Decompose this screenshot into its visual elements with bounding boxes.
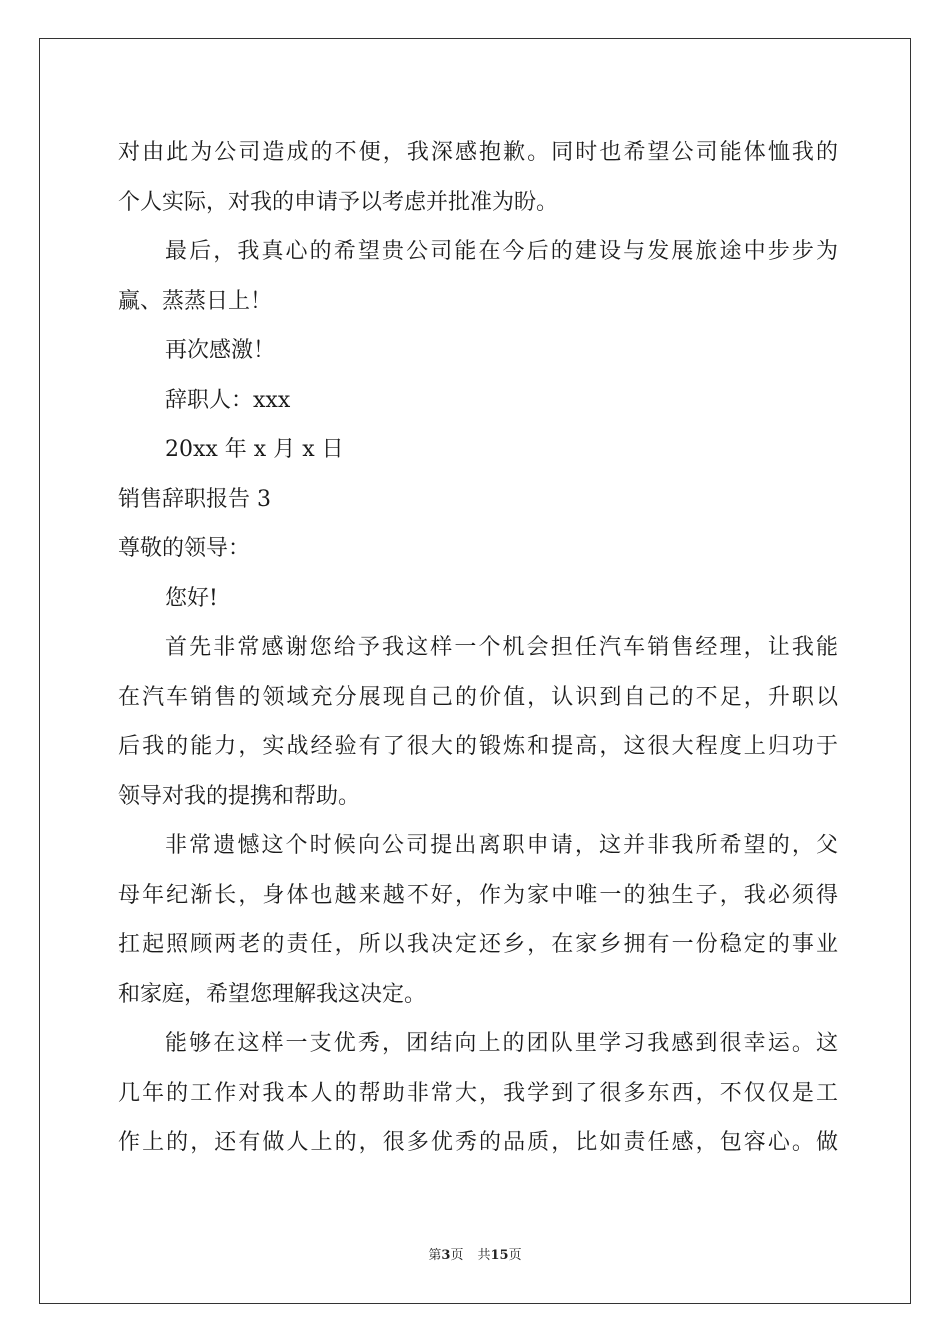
text-line: 领导对我的提携和帮助。	[118, 783, 361, 809]
text-line: 母年纪渐长，身体也越来越不好，作为家中唯一的独生子，我必须得	[118, 882, 838, 908]
total-pages: 15	[490, 1248, 509, 1263]
text-line: 在汽车销售的领域充分展现自己的价值，认识到自己的不足，升职以	[118, 684, 838, 710]
signature-line: 辞职人：xxx	[165, 387, 291, 413]
document-body	[118, 128, 838, 1168]
text-line: 能够在这样一支优秀，团结向上的团队里学习我感到很幸运。这	[165, 1031, 838, 1056]
text-line: 对由此为公司造成的不便，我深感抱歉。同时也希望公司能体恤我的	[118, 140, 838, 165]
text-line: 后我的能力，实战经验有了很大的锻炼和提高，这很大程度上归功于	[118, 734, 838, 759]
greeting: 您好!	[165, 585, 218, 611]
page-prefix: 第	[428, 1248, 442, 1263]
text-line: 首先非常感谢您给予我这样一个机会担任汽车销售经理，让我能	[165, 635, 838, 660]
total-prefix: 共	[477, 1248, 491, 1263]
text-line: 赢、蒸蒸日上！	[118, 288, 273, 314]
text-line: 最后，我真心的希望贵公司能在今后的建设与发展旅途中步步为	[165, 239, 838, 264]
text-line: 和家庭，希望您理解我这决定。	[118, 981, 427, 1007]
page-number: 3	[441, 1248, 451, 1263]
text-line: 作上的，还有做人上的，很多优秀的品质，比如责任感，包容心。做	[118, 1130, 838, 1155]
total-suffix: 页	[508, 1248, 522, 1263]
salutation: 尊敬的领导：	[118, 536, 251, 561]
closing-line: 再次感激！	[165, 338, 276, 363]
page-suffix: 页	[450, 1248, 464, 1263]
section-title: 销售辞职报告 3	[118, 486, 271, 512]
text-line: 扛起照顾两老的责任，所以我决定还乡，在家乡拥有一份稳定的事业	[118, 932, 838, 957]
text-line: 几年的工作对我本人的帮助非常大，我学到了很多东西，不仅仅是工	[118, 1080, 838, 1106]
page-footer	[0, 1247, 950, 1265]
text-line: 个人实际，对我的申请予以考虑并批准为盼。	[118, 189, 559, 215]
text-line: 非常遗憾这个时候向公司提出离职申请，这并非我所希望的，父	[165, 833, 838, 858]
date-line: 20xx 年 x 月 x 日	[165, 437, 344, 462]
